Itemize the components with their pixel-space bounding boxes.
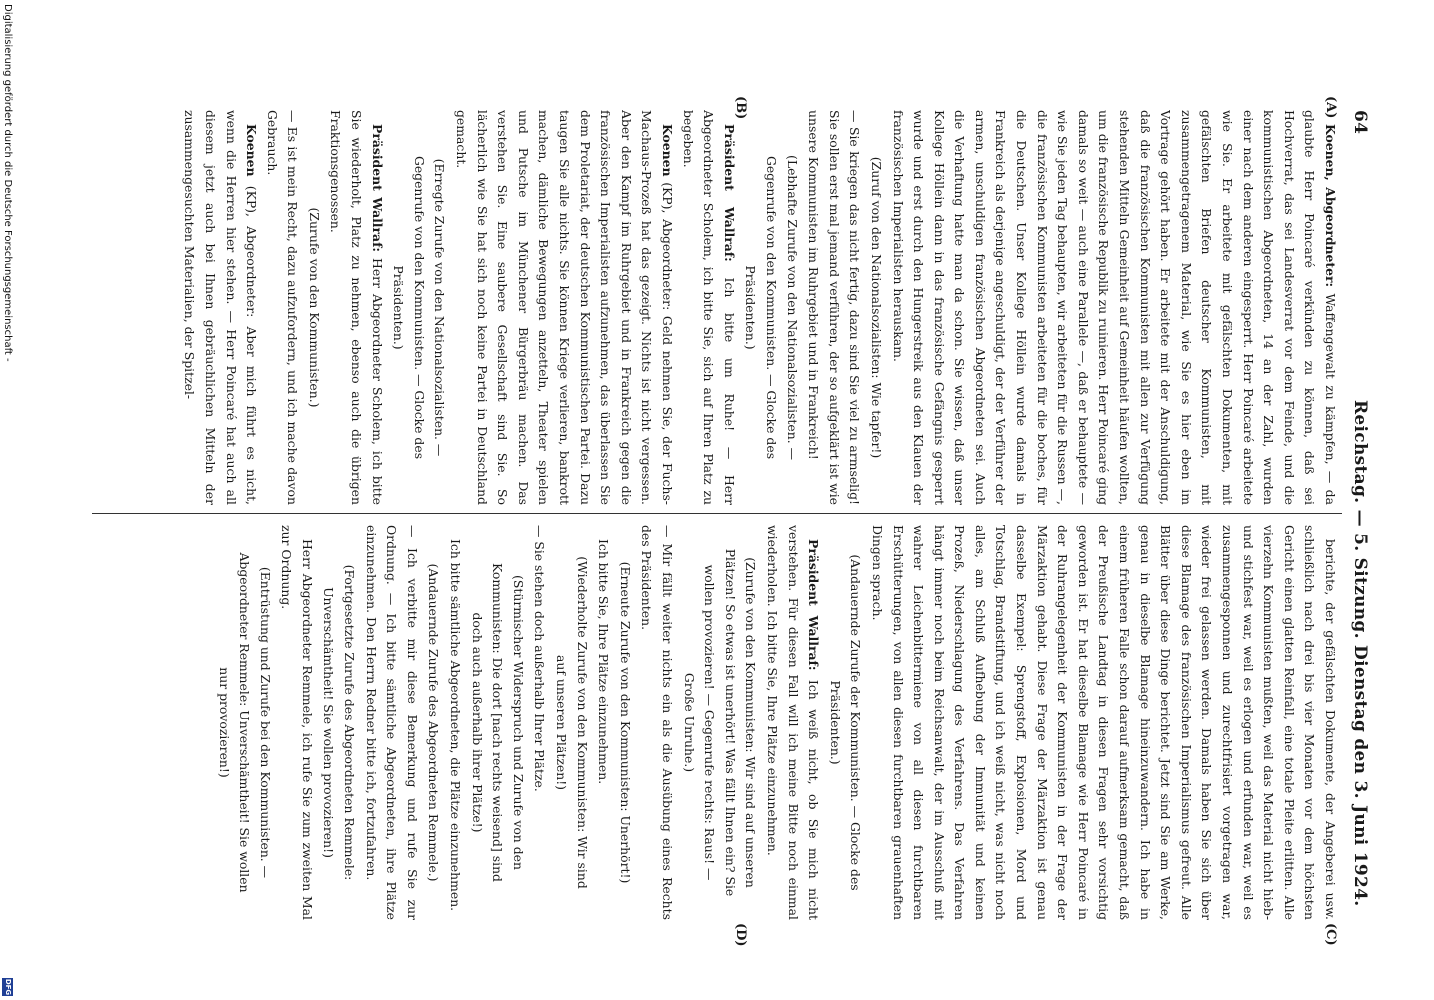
speaker-name: Präsident Wallraf: xyxy=(369,124,385,252)
continued-remark: — Sie kriegen das nicht fertig, dazu sind Sie viel zu armselig! Sie sollen erst mal jemand verführen, der so aufgeklärt ist wie unsere Kommunisten im Ruhrgebiet und in Frankreich! xyxy=(806,110,863,505)
page-title: Reichstag. — 5. Sitzung. Dienstag den 3. Juni 1924. xyxy=(1350,400,1370,907)
column-divider xyxy=(92,513,1342,514)
speaker-name: Koenen, xyxy=(1323,124,1338,181)
digitization-footer xyxy=(0,0,14,1000)
footer-credit: Digitalisierung gefördert durch die Deutsche Forschungsgemeinschaft - xyxy=(2,4,13,362)
text-column-right xyxy=(90,525,1340,920)
dfg-logo: DFG xyxy=(4,978,12,996)
speaker-name: Präsident Wallraf: xyxy=(806,539,822,671)
speech-text: Waffengewalt zu kämpfen, — da glaubte Herr Poincaré verkünden zu können, daß sei Hochverrat, das sei Landesverrat vor dem Feinde, und die kommunistischen Abgeordneten, 14 an der Zahl, wurden einer nach dem anderen eingesperrt. Herr Poincaré arbeitete wie Sie. Er arbeitete mit gefälschten Dokumenten, mit gefälschten Briefen deutscher Kommunisten, mit zusammengetragenem Material, wie Sie es hier eben im Vortrage gehört haben. Er arbeitete mit der Anschuldigung, daß die französischen Kommunisten mit allen zur Verfügung stehenden Mitteln Gemeinheit auf Gemeinheit häufen wollten, um die französische Republik zu ruinieren. Herr Poincaré ging damals so weit — auch eine Parallele —, daß er behauptete — wie Sie jeden Tag behaupten, wir arbeiteten für die Russen —, die französischen Kommunisten arbeiteten für die boches, für die Deutschen. Unser Kollege Höllein wurde damals in Frankreich als derjenige angeschuldigt, der der Verführer der armen, unschuldigen französischen Abgeordneten sei. Auch die Verhaftung hatte man da schon. Sie wissen, daß unser Kollege Höllein dann in das französische Gefängnis gesperrt wurde und erst durch den Hungerstreik aus den Klauen der französischen Imperialisten herauskam. xyxy=(890,110,1338,505)
margin-marker-d: (D) xyxy=(733,923,748,947)
continued-remark: — Ich verbitte mir diese Bemerkung und rufe Sie zur Ordnung. — Ich bitte sämtliche Abgeordneten, ihre Plätze einzunehmen. Den Herrn Redner bitte ich, fortzufahren. xyxy=(363,525,420,920)
interjection: (Wiederholte Zurufe von den Kommunisten: Wir sind auf unseren Plätzen!) xyxy=(554,556,590,889)
interjection: (Lebhafte Zurufe von den Nationalsozialisten. — Gegenrufe von den Kommunisten. — Glocke des Präsidenten.) xyxy=(743,155,800,460)
page-number: 64 xyxy=(1350,110,1370,135)
speaker-role: Abgeordneter: xyxy=(1323,187,1338,288)
interjection: (Andauernde Zurufe der Kommunisten. — Glocke des Präsidenten.) xyxy=(827,554,864,891)
interjection: (Entrüstung und Zurufe bei den Kommunisten. — Abgeordneter Remmele: Unverschämtheit! Sie wollen nur provozieren!) xyxy=(216,552,273,893)
interjection: (Andauernde Zurufe des Abgeordneten Remmele.) xyxy=(426,563,442,882)
continued-remark: — Mir fällt weiter nichts ein als die Ausübung eines Rechts des Präsidenten. xyxy=(639,525,675,920)
continued-remark: — Sie stehen doch außerhalb Ihrer Plätze. xyxy=(532,525,548,792)
interjection: (Zurufe von den Kommunisten: Wir sind auf unseren Plätzen! So etwas ist unerhört! Was fällt Ihnen ein? Sie wollen provozieren! — Gegenrufe rechts: Raus! — Große Unruhe.) xyxy=(681,548,759,897)
speaker-name: Präsident Wallraf: xyxy=(721,124,737,262)
margin-marker-a: (A) xyxy=(1323,96,1338,119)
interjection: (Erregte Zurufe von den Nationalsozialisten. — Gegenrufe von den Kommunisten. — Glocke des Präsidenten.) xyxy=(391,155,448,460)
speech-paragraph xyxy=(887,110,1340,505)
speech-text: Ich weiß nicht, ob Sie mich nicht verstehen. Für diesen Fall will ich meine Bitte noch einmal wiederholen. Ich bitte Sie, Ihre Plätze einzunehmen. xyxy=(764,525,822,920)
margin-marker-b: (B) xyxy=(733,96,748,120)
speech-text: Ich bitte um Ruhe! — Herr Abgeordneter Scholem, ich bitte Sie, sich auf Ihren Platz zu begeben. xyxy=(680,110,737,505)
interjection: (Zuruf von den Nationalsozialisten: Wie tapfer!) xyxy=(868,156,884,459)
margin-marker-c: (C) xyxy=(1323,923,1338,946)
continued-remark: — Es ist mein Recht, dazu aufzufordern, und ich mache davon Gebrauch. xyxy=(264,110,301,505)
speech-paragraph xyxy=(325,110,387,505)
interjection: (Stürmischer Widerspruch und Zurufe von den Kommunisten: Die dort [nach rechts weisend] sind doch auch außerhalb ihrer Plätze!) xyxy=(469,563,526,882)
speech-paragraph xyxy=(179,110,261,505)
interjection: (Erneute Zurufe von den Kommunisten: Unerhört!) xyxy=(617,561,633,884)
interjection: (Zurufe von den Kommunisten.) xyxy=(306,207,322,408)
interjection: (Fortgesetzte Zurufe des Abgeordneten Remmele: Unverschämtheit! Sie wollen provozieren!) xyxy=(321,564,358,881)
speech-text: Herr Abgeordneter Scholem, ich bitte Sie wiederholt, Platz zu nehmen, ebenso auch die übrigen Fraktionsgenossen. xyxy=(328,110,385,505)
text-paragraph: Ich bitte sämtliche Abgeordneten, die Plätze einzunehmen. xyxy=(448,539,464,912)
text-column-left xyxy=(90,110,1340,505)
text-paragraph: Herr Abgeordneter Remmele, ich rufe Sie zum zweiten Mal zur Ordnung. xyxy=(279,525,315,920)
speech-paragraph xyxy=(450,110,677,505)
speaker-name: Koenen xyxy=(660,124,675,177)
speaker-name: Koenen xyxy=(244,124,260,177)
text-paragraph: berichte, der gefälschten Dokumente, der Angeberei usw. schließlich nach drei bis vier Monaten vor dem höchsten Gericht einen glatten Reinfall, eine totale Pleite erlitten. Alle vierzehn Kommunisten mußten, weil das Material nicht hieb- und stichfest war, weil es erlogen und erfunden war, weil es zusammengesponnen und zurechtfrisiert vorgetragen war, wieder frei gelassen werden. Damals haben Sie sich über diese Blamage des französischen Imperialismus gefreut. Alle Blätter über diese Dinge berichtet. Jetzt sind Sie am Werke, genau in dieselbe Blamage hineinzuwandern. Ich habe in einem früheren Falle schon darauf aufmerksam gemacht, daß der Preußische Landtag in diesen Fragen sehr vorsichtig geworden ist. Er hat dieselbe Blamage wie Herr Poincaré in der Ruhrangelegenheit der Kommunisten in der Frage der Märzaktion gehabt. Diese Frage der Märzaktion ist genau dasselbe Exempel: Sprengstoff, Explosionen, Mord und Totschlag, Brandstiftung, und ich weiß nicht, was nicht noch alles, am Schluß Aufhebung der Immunität und keinen Prozeß, Niederschlagung des Verfahrens. Das Verfahren hängt immer noch beim Reichsanwalt, der im Ausschuß mit wahrer Leichenbittermiene von all diesen furchtbaren Erschütterungen, von allen diesen furchtbaren grauenhaften Dingen sprach. xyxy=(869,525,1338,920)
speech-text: (KP), Abgeordneter: Aber mich führt es nicht, wenn die Herren hier stehen. — Herr Poincaré hat auch all diesem jetzt auch bei Ihnen gebräuchlichen Mitteln der zusammengesuchten Materialien, der Spitzel- xyxy=(182,110,260,505)
speech-paragraph xyxy=(761,525,823,920)
speech-paragraph xyxy=(677,110,739,505)
text-paragraph: Ich bitte Sie, Ihre Plätze einzunehmen. xyxy=(596,539,612,785)
speech-text: (KP), Abgeordneter: Geld nehmen Sie, der Fuchs-Machaus-Prozeß hat das gezeigt. Nichts ist nicht vergessen. Aber den Kampf im Ruhrgebiet und in Frankreich gegen die französischen Imperialisten aufzunehmen, das überlassen Sie dem Proletariat, der deutschen Kommunistischen Partei. Dazu taugen Sie alle nichts. Sie können Kriege verlieren, bankrott machen, dämliche Bewegungen anzetteln, Theater spielen und Putsche im Münchener Bürgerbräu machen. Das verstehen Sie. Eine saubere Gesellschaft sind Sie. So lächerlich wie Sie hat sich noch keine Partei in Deutschland gemacht. xyxy=(454,110,675,505)
